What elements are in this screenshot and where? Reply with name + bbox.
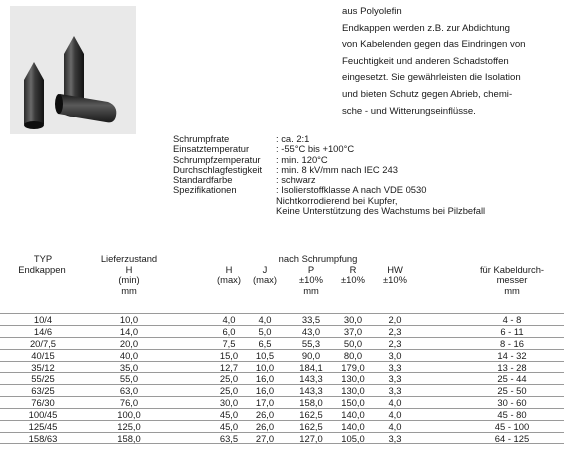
cell-j: 17,0 — [255, 397, 275, 409]
cell-kabel: 45 - 100 — [494, 421, 530, 433]
cell-r: 30,0 — [343, 314, 363, 325]
cell-kabel: 45 - 80 — [497, 409, 527, 421]
cell-hmax: 7,5 — [222, 337, 236, 349]
cell-h: 158,0 — [117, 432, 141, 444]
cell-p: 90,0 — [301, 349, 321, 361]
header-min: (min) — [118, 274, 140, 285]
cell-r: 140,0 — [341, 409, 365, 421]
cell-kabel: 14 - 32 — [497, 349, 527, 361]
header-endkappen: Endkappen — [18, 263, 66, 275]
cell-h: 40,0 — [119, 349, 139, 361]
cell-hw: 2,0 — [388, 314, 402, 325]
cell-p: 158,0 — [299, 397, 323, 409]
intro-line: Endkappen werden z.B. zur Abdichtung — [342, 22, 511, 34]
cell-p: 43,0 — [301, 325, 321, 337]
cell-hmax: 45,0 — [219, 421, 239, 433]
spec-value: Nichtkorrodierend bei Kupfer, — [276, 194, 398, 206]
cell-h: 20,0 — [119, 337, 139, 349]
cell-hmax: 25,0 — [219, 373, 239, 385]
cell-h: 35,0 — [119, 361, 139, 373]
cell-r: 179,0 — [341, 361, 365, 373]
cell-typ: 158/63 — [28, 432, 58, 444]
table-row — [0, 408, 564, 420]
cell-j: 6,5 — [258, 337, 272, 349]
data-table — [0, 313, 564, 444]
header-nach-schrumpfung: nach Schrumpfung — [278, 253, 358, 264]
header-lieferzustand: Lieferzustand — [100, 253, 158, 264]
cell-j: 10,0 — [255, 361, 275, 373]
cell-hw: 3,0 — [388, 349, 402, 361]
cell-j: 10,5 — [255, 349, 275, 361]
cell-p: 184,1 — [299, 361, 323, 373]
spec-value: : min. 8 kV/mm nach IEC 243 — [276, 163, 398, 175]
spec-label: Schrumpfzemperatur — [173, 153, 261, 165]
cell-hw: 4,0 — [388, 409, 402, 421]
spec-label: Durchschlagfestigkeit — [173, 163, 263, 175]
cell-r: 105,0 — [341, 432, 365, 444]
table-row — [0, 325, 564, 337]
cell-j: 27,0 — [255, 432, 275, 444]
spec-value: Keine Unterstützung des Wachstums bei Pilzbefall — [276, 205, 486, 217]
cell-typ: 63/25 — [31, 385, 55, 397]
cell-hmax: 30,0 — [219, 397, 239, 409]
header-mm: mm — [121, 284, 137, 296]
header-max2: (max) — [253, 274, 277, 285]
cell-hmax: 45,0 — [219, 409, 239, 421]
intro-line: und bieten Schutz gegen Abrieb, chemi- — [342, 88, 513, 100]
header-max1: (max) — [217, 274, 241, 285]
header-hw-tol: ±10% — [383, 274, 407, 285]
table-row — [0, 372, 564, 384]
header-p: P — [307, 263, 315, 275]
intro-line: sche - und Witterungseinflüsse. — [342, 105, 476, 117]
intro-text — [342, 4, 560, 120]
intro-line: von Kabelenden gegen das Eindringen von — [342, 39, 526, 51]
cell-kabel: 30 - 60 — [497, 397, 527, 409]
cell-r: 50,0 — [343, 337, 363, 349]
intro-line: eingesetzt. Sie gewährleisten die Isolation — [342, 72, 521, 84]
spec-value: : schwarz — [276, 174, 316, 186]
table-row — [0, 396, 564, 408]
spec-label: Schrumpfrate — [173, 133, 230, 144]
intro-line: aus Polyolefin — [342, 6, 402, 17]
cell-hmax: 15,0 — [219, 349, 239, 361]
cell-h: 125,0 — [117, 421, 141, 433]
table-row — [0, 349, 564, 361]
cell-p: 143,3 — [299, 385, 323, 397]
table-row — [0, 432, 564, 444]
table-row — [0, 361, 564, 373]
cell-kabel: 64 - 125 — [494, 432, 530, 444]
cell-r: 130,0 — [341, 385, 365, 397]
spec-value: : ca. 2:1 — [276, 133, 310, 144]
cell-hw: 3,3 — [388, 373, 402, 385]
cell-typ: 125/45 — [28, 421, 58, 433]
header-r: R — [349, 263, 357, 275]
header-r-tol: ±10% — [341, 274, 365, 285]
cell-kabel: 13 - 28 — [497, 361, 527, 373]
cell-p: 143,3 — [299, 373, 323, 385]
cell-kabel: 25 - 50 — [497, 385, 527, 397]
cell-j: 16,0 — [255, 385, 275, 397]
cell-h: 100,0 — [117, 409, 141, 421]
cell-p: 127,0 — [299, 432, 323, 444]
cell-h: 10,0 — [119, 314, 139, 325]
cell-typ: 35/12 — [31, 361, 55, 373]
cell-hw: 2,3 — [388, 325, 402, 337]
cell-typ: 55/25 — [31, 373, 55, 385]
spec-label: Spezifikationen — [173, 184, 237, 196]
header-p-mm: mm — [303, 284, 319, 296]
cell-h: 55,0 — [119, 373, 139, 385]
cell-typ: 76/30 — [31, 397, 55, 409]
cell-typ: 100/45 — [28, 409, 58, 421]
cell-r: 130,0 — [341, 373, 365, 385]
cell-hmax: 63,5 — [219, 432, 239, 444]
cell-j: 26,0 — [255, 409, 275, 421]
header-h: H — [125, 263, 133, 275]
spec-value: : min. 120°C — [276, 153, 328, 165]
cell-hw: 3,3 — [388, 432, 402, 444]
cell-kabel: 6 - 11 — [500, 325, 524, 337]
cell-typ: 14/6 — [33, 325, 53, 337]
spec-label: Einsatztemperatur — [173, 143, 250, 155]
cell-j: 16,0 — [255, 373, 275, 385]
cell-p: 55,3 — [301, 337, 321, 349]
cell-h: 63,0 — [119, 385, 139, 397]
cell-hw: 3,3 — [388, 361, 402, 373]
product-photo — [10, 6, 136, 134]
cell-hmax: 4,0 — [222, 314, 236, 325]
cell-kabel: 25 - 44 — [497, 373, 527, 385]
intro-line: Feuchtigkeit und anderen Schadstoffen — [342, 55, 509, 67]
cell-p: 162,5 — [299, 421, 323, 433]
cell-r: 80,0 — [343, 349, 363, 361]
cell-typ: 20/7,5 — [29, 337, 57, 349]
header-j: J — [262, 263, 268, 275]
cell-r: 37,0 — [343, 325, 363, 337]
cell-typ: 40/15 — [31, 349, 55, 361]
cell-kabel: 8 - 16 — [500, 337, 524, 349]
cell-j: 5,0 — [258, 325, 272, 337]
cell-hmax: 6,0 — [222, 325, 236, 337]
cell-kabel: 4 - 8 — [502, 314, 522, 325]
cell-r: 150,0 — [341, 397, 365, 409]
table-row — [0, 420, 564, 432]
cell-r: 140,0 — [341, 421, 365, 433]
header-kabel-mm: mm — [504, 284, 520, 296]
cell-hw: 2,3 — [388, 337, 402, 349]
cell-j: 26,0 — [255, 421, 275, 433]
cell-j: 4,0 — [258, 314, 272, 325]
spec-value: : Isolierstoffklasse A nach VDE 0530 — [276, 184, 427, 196]
cell-h: 14,0 — [119, 325, 139, 337]
cell-hw: 4,0 — [388, 397, 402, 409]
header-h2: H — [225, 263, 233, 275]
header-p-tol: ±10% — [299, 274, 323, 285]
spec-value: : -55°C bis +100°C — [276, 143, 355, 155]
cell-hmax: 12,7 — [219, 361, 239, 373]
cell-p: 33,5 — [301, 314, 321, 325]
header-kabel2: messer — [496, 274, 528, 285]
cell-p: 162,5 — [299, 409, 323, 421]
spec-label: Standardfarbe — [173, 174, 233, 186]
cell-h: 76,0 — [119, 397, 139, 409]
cell-hw: 4,0 — [388, 421, 402, 433]
header-hw: HW — [387, 263, 403, 275]
cell-hw: 3,3 — [388, 385, 402, 397]
cell-hmax: 25,0 — [219, 385, 239, 397]
header-typ: TYP — [33, 253, 53, 264]
table-row — [0, 384, 564, 396]
table-row — [0, 313, 564, 325]
table-row — [0, 337, 564, 349]
end-caps-image — [10, 6, 136, 134]
cell-typ: 10/4 — [33, 314, 53, 325]
header-kabel1: für Kabeldurch- — [479, 263, 545, 275]
